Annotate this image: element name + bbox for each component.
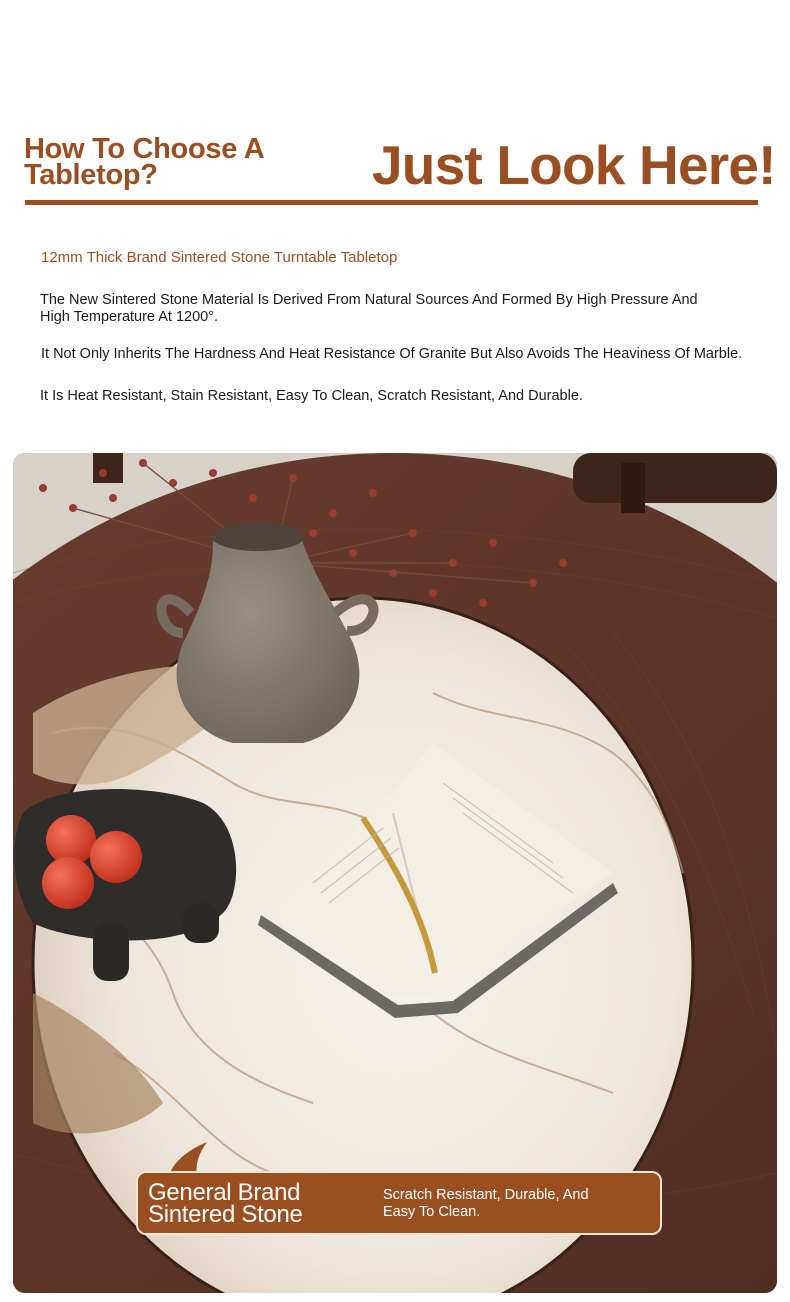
tray-foot-right: [183, 903, 219, 943]
tray-foot-left: [93, 923, 129, 981]
product-photo: [13, 453, 777, 1293]
description-paragraph-2: [41, 346, 771, 363]
badge-description-line-2: Easy To Clean.: [383, 1204, 481, 1220]
chair-back-left: [93, 453, 123, 483]
chair-leg-right: [621, 463, 645, 513]
description-paragraph-1-line-1: The New Sintered Stone Material Is Derived From Natural Sources And Formed By High Pressure And: [40, 292, 698, 308]
header-question: [24, 133, 324, 191]
badge-description-line-1: Scratch Resistant, Durable, And: [383, 1187, 589, 1203]
description-paragraph-1-line-2: High Temperature At 1200°.: [40, 309, 219, 325]
description-paragraph-3-line-1: It Is Heat Resistant, Stain Resistant, Easy To Clean, Scratch Resistant, And Durable.: [40, 388, 583, 404]
apple-2: [90, 831, 142, 883]
header-headline: Just Look Here!: [372, 134, 776, 196]
header-divider: [25, 200, 758, 205]
chair-back-right: [573, 453, 777, 503]
badge-title-line-1: General Brand: [148, 1179, 301, 1206]
product-subtitle: 12mm Thick Brand Sintered Stone Turntable Tabletop: [41, 249, 398, 266]
badge-title: [148, 1179, 303, 1228]
description-paragraph-3: [40, 388, 770, 405]
vase-mouth: [212, 523, 304, 551]
product-photo-illustration: [13, 453, 777, 1293]
header-question-line-1: How To Choose A: [24, 133, 265, 165]
badge-description: [383, 1187, 589, 1221]
description-paragraph-1: [40, 292, 770, 326]
description-paragraph-2-line-1: It Not Only Inherits The Hardness And Heat Resistance Of Granite But Also Avoids The Heaviness Of Marble.: [41, 346, 743, 362]
apple-3: [42, 857, 94, 909]
header-question-line-2: Tabletop?: [24, 159, 158, 191]
badge-title-line-2: Sintered Stone: [148, 1201, 303, 1228]
